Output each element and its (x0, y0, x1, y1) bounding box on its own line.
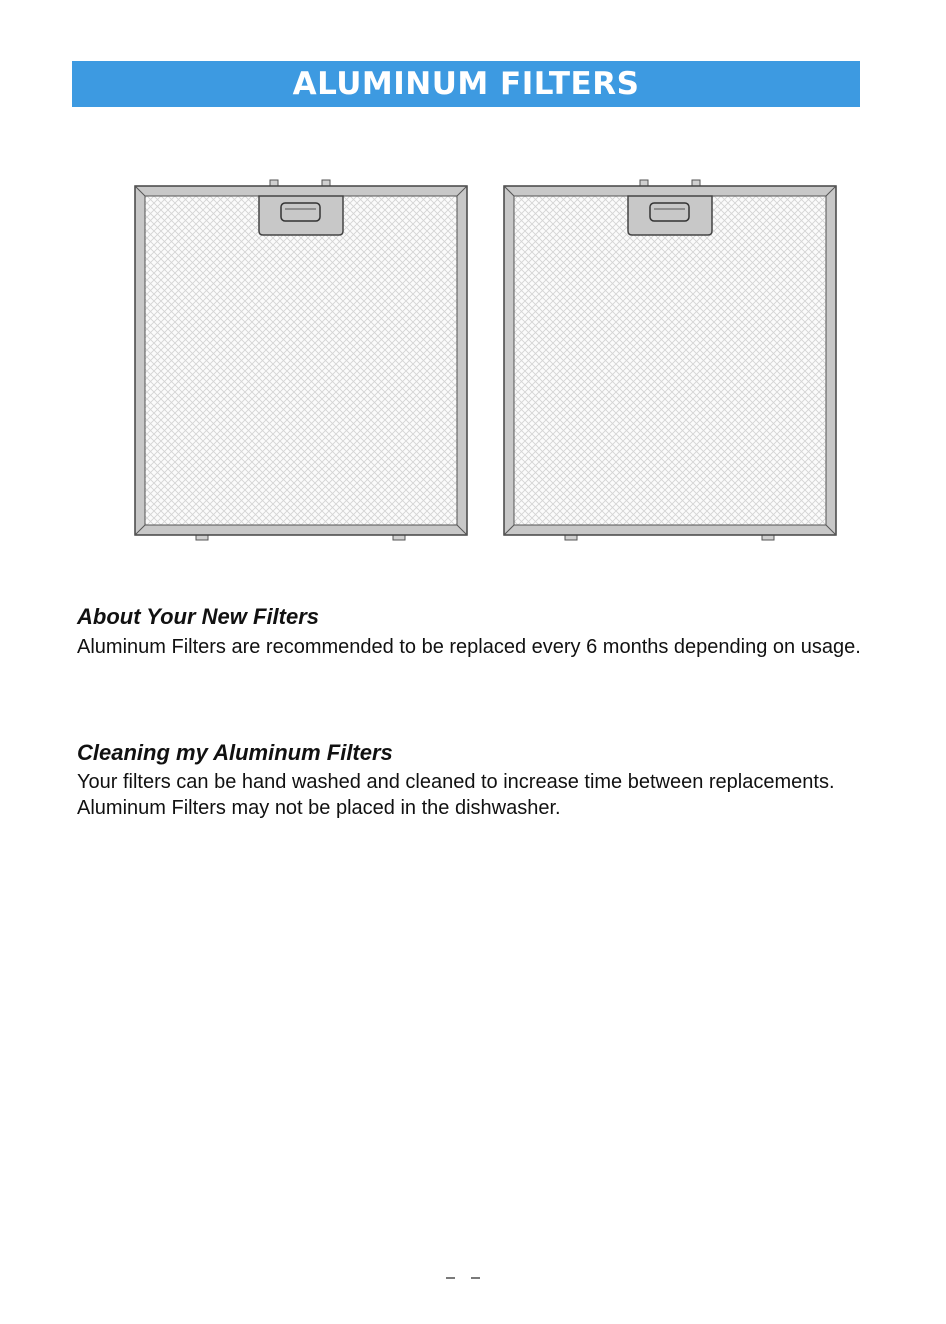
aluminum-filter-right (504, 180, 836, 540)
page-title: ALUMINUM FILTERS (292, 66, 640, 102)
cleaning-filters-heading: Cleaning my Aluminum Filters (77, 740, 393, 765)
filters-illustration (0, 0, 946, 560)
page-number-marks (446, 1268, 486, 1282)
about-filters-heading: About Your New Filters (77, 604, 320, 629)
about-filters-text: Aluminum Filters are recommended to be replaced every 6 months depending on usage. (77, 636, 861, 658)
aluminum-filter-left (135, 180, 467, 540)
cleaning-filters-text: Your filters can be hand washed and cleaned to increase time between replacements. Aluminum Filters may not be placed in the dishwasher. (77, 771, 835, 819)
